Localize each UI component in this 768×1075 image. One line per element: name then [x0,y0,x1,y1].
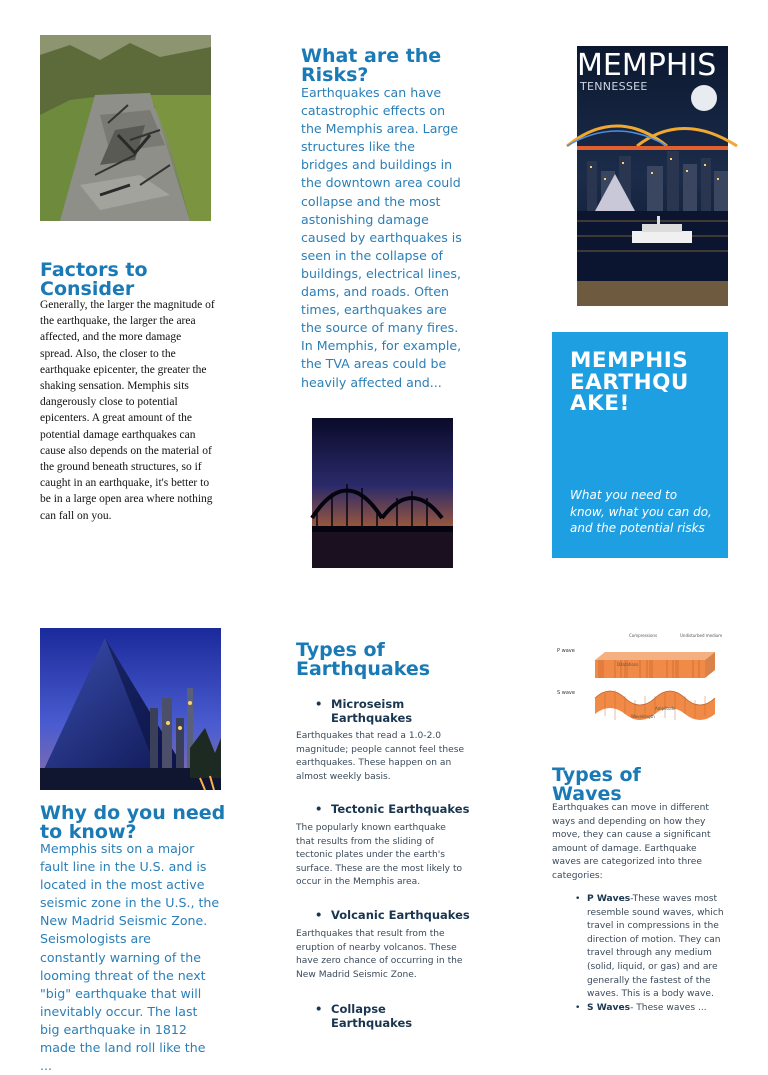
type-item-desc: Earthquakes that result from the eruption of nearby volcanos. These have zero chance of occurring in the New Madrid Seismic Zone. [296,929,463,980]
wave-item-name: P Waves [587,894,631,904]
why-heading: Why do you need to know? [40,802,226,843]
svg-text:Compressions: Compressions [629,633,658,638]
type-item-title: • Volcanic Earthquakes [331,908,481,922]
pyramid-photo [40,628,221,790]
cover-title: MEMPHIS EARTHQU AKE! [570,348,689,416]
memphis-poster [577,46,728,306]
svg-text:Amplitude: Amplitude [655,706,676,711]
risks-heading: What are the Risks? [301,45,442,86]
waves-intro: Earthquakes can move in different ways and depending on how they move, they can cause a significant amount of damage. Earthquake waves are categorized into three categories: [552,803,711,881]
wave-item [587,893,730,1002]
type-item-desc: The popularly known earthquake that results from the sliding of tectonic plates under the earth's surface. These are the most likely to occur in the Memphis area. [296,823,463,888]
wave-item-name: S Waves [587,1002,631,1013]
svg-text:Wavelength: Wavelength [631,714,655,719]
type-item-title: • Tectonic Earthquakes [331,802,481,816]
wave-item [587,1002,730,1016]
svg-text:Undisturbed medium: Undisturbed medium [680,633,723,638]
svg-text:S wave: S wave [557,690,575,696]
svg-text:Dilatations: Dilatations [617,662,639,667]
type-item-title: • Microseism Earthquakes [331,697,451,725]
cover-panel [552,332,728,558]
wave-item-desc: -These waves most resemble sound waves, which travel in compressions in the direction of motion. They can travel through any medium (solid, liquid, or gas) and are generally the fastest of the waves. This is a body wave. [587,894,724,1000]
type-item-title: • Collapse Earthquakes [331,1002,441,1024]
cracked-road-photo [40,35,211,221]
poster-title: MEMPHIS [577,48,717,83]
types-heading: Types of Earthquakes [296,639,431,680]
why-body: Memphis sits on a major fault line in the U.S. and is located in the most active seismic zone in the U.S., the New Madrid Seismic Zone. Seismologists are constantly warning of the looming threat of the next "big" earthquake that will inevitably occur. The last big earthquake in 1812 made the land roll like the ... [40,841,220,1074]
wave-item-desc: - These waves ... [630,1002,707,1013]
svg-text:P wave: P wave [557,648,575,654]
wave-diagram [555,630,730,726]
type-item-desc: Earthquakes that read a 1.0-2.0 magnitude; people cannot feel these earthquakes. These happen on an almost weekly basis. [296,731,465,782]
waves-list [587,893,730,1024]
cover-subtitle: What you need to know, what you can do, and the potential risks [570,488,712,535]
poster-subtitle: TENNESSEE [580,80,648,93]
waves-heading: Types of Waves [552,764,641,805]
factors-body: Generally, the larger the magnitude of the earthquake, the larger the area affected, and the more damage spread. Also, the closer to the earthquake epicenter, the greater the shaking sensation. Memphis sits dangerously close to potential epicenters. A great amount of the potential damage earthquakes can cause also depends on the material of the ground beneath structures, so if caught in an earthquake, it's better to be in a large open area where nothing can fall on you. [40,299,215,522]
risks-body: Earthquakes can have catastrophic effects on the Memphis area. Large structures like the bridges and buildings in the downtown area could collapse and the most astonishing damage caused by earthquakes is seen in the collapse of buildings, electrical lines, dams, and roads. Often times, earthquakes are the source of many fires. In Memphis, for example, the TVA areas could be heavily affected and... [301,85,462,390]
bridge-sunset-photo [312,418,453,568]
factors-heading: Factors to Consider [40,259,148,300]
